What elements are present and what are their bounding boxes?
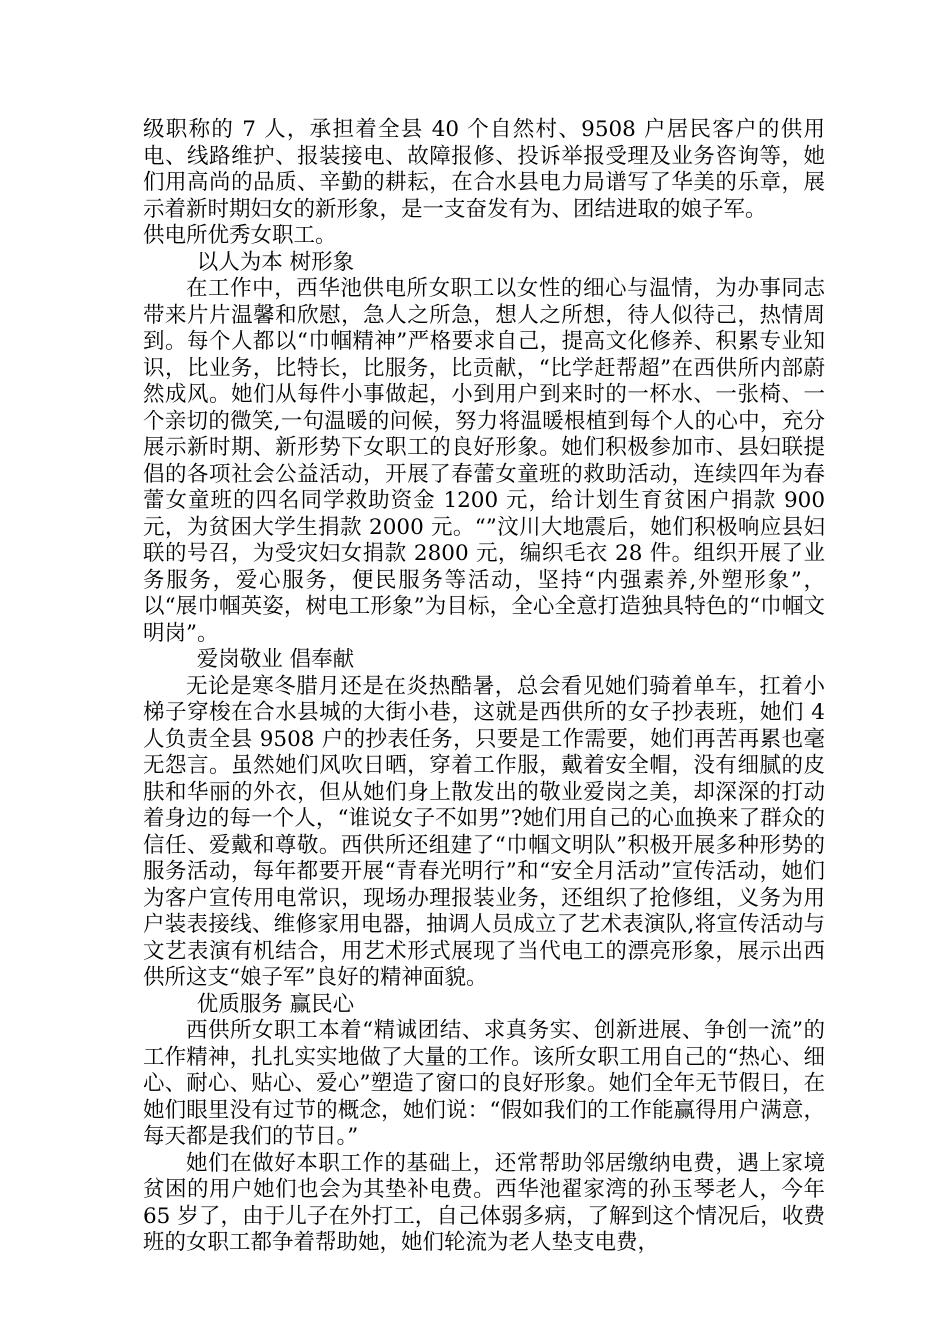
section-heading-dedication: 爱岗敬业 倡奉献 [196,647,355,672]
paragraph-intro-closing: 供电所优秀女职工。 [143,223,337,248]
paragraph-helping-neighbors: 她们在做好本职工作的基础上，还常帮助邻居缴纳电费，遇上家境贫困的用户她们也会为其垫补电费。西华池翟家湾的孙玉琴老人，今年 65 岁了，由于儿子在外打工，自己体弱多病，了解到这个情况后，收费班的女职工都争着帮助她，她们轮流为老人垫支电费， [143,1150,825,1255]
section-heading-quality-service: 优质服务 赢民心 [196,991,355,1017]
section-heading-people-first: 以人为本 树形象 [196,249,355,275]
paragraph-dedication: 无论是寒冬腊月还是在炎热酷暑，总会看见她们骑着单车，扛着小梯子穿梭在合水县城的大街小巷，这就是西供所的女子抄表班，她们 4 人负责全县 9508 户的抄表任务，只要是工作需要，她们再苦再累也毫无怨言。虽然她们风吹日晒，穿着工作服，戴着安全帽，没有细腻的皮肤和华丽的外衣，但从她们身上散发出的敬业爱岗之美，却深深的打动着身边的每一个人，“谁说女子不如男”?她们用自己的心血换来了群众的信任、爱戴和尊敬。西供所还组建了“巾帼文明队”积极开展多种形势的服务活动，每年都要开展“青春光明行”和“安全月活动”宣传活动，她们为客户宣传用电常识，现场办理报装业务，还组织了抢修组，义务为用户装表接线、维修家用电器，抽调人员成立了艺术表演队,将宣传活动与文艺表演有机结合，用艺术形式展现了当代电工的漂亮形象，展示出西供所这支“娘子军”良好的精神面貌。 [143,673,825,990]
paragraph-quality-service: 西供所女职工本着“精诚团结、求真务实、创新进展、争创一流”的工作精神，扎扎实实地做了大量的工作。该所女职工用自己的“热心、细心、耐心、贴心、爱心”塑造了窗口的良好形象。她们全年无节假日，在她们眼里没有过节的概念，她们说：“假如我们的工作能赢得用户满意，每天都是我们的节日。” [143,1018,825,1149]
paragraph-people-first: 在工作中，西华池供电所女职工以女性的细心与温情，为办事同志带来片片温馨和欣慰，急人之所急，想人之所想，待人似待己，热情周到。每个人都以“巾帼精神”严格要求自己，提高文化修养、积累专业知识，比业务，比特长，比服务，比贡献，“比学赶帮超”在西供所内部蔚然成风。她们从每件小事做起，小到用户到来时的一杯水、一张椅、一个亲切的微笑,一句温暖的问候，努力将温暖根植到每个人的心中，充分展示新时期、新形势下女职工的良好形象。她们积极参加市、县妇联提倡的各项社会公益活动，开展了春蕾女童班的救助活动，连续四年为春蕾女童班的四名同学救助资金 1200 元，给计划生育贫困户捐款 900 元，为贫困大学生捐款 2000 元。“”汶川大地震后，她们积极响应县妇联的号召，为受灾妇女捐款 2800 元，编织毛衣 28 件。组织开展了业务服务，爱心服务，便民服务等活动，坚持“内强素养,外塑形象”，以“展巾帼英姿，树电工形象”为目标，全心全意打造独具特色的“巾帼文明岗”。 [143,276,825,646]
paragraph-intro-continued: 级职称的 7 人，承担着全县 40 个自然村、9508 户居民客户的供用电、线路维护、报装接电、故障报修、投诉举报受理及业务咨询等，她们用高尚的品质、辛勤的耕耘，在合水县电力局谱写了华美的乐章，展示着新时期妇女的新形象，是一支奋发有为、团结进取的娘子军。 [143,117,825,222]
document-page [143,117,825,1257]
